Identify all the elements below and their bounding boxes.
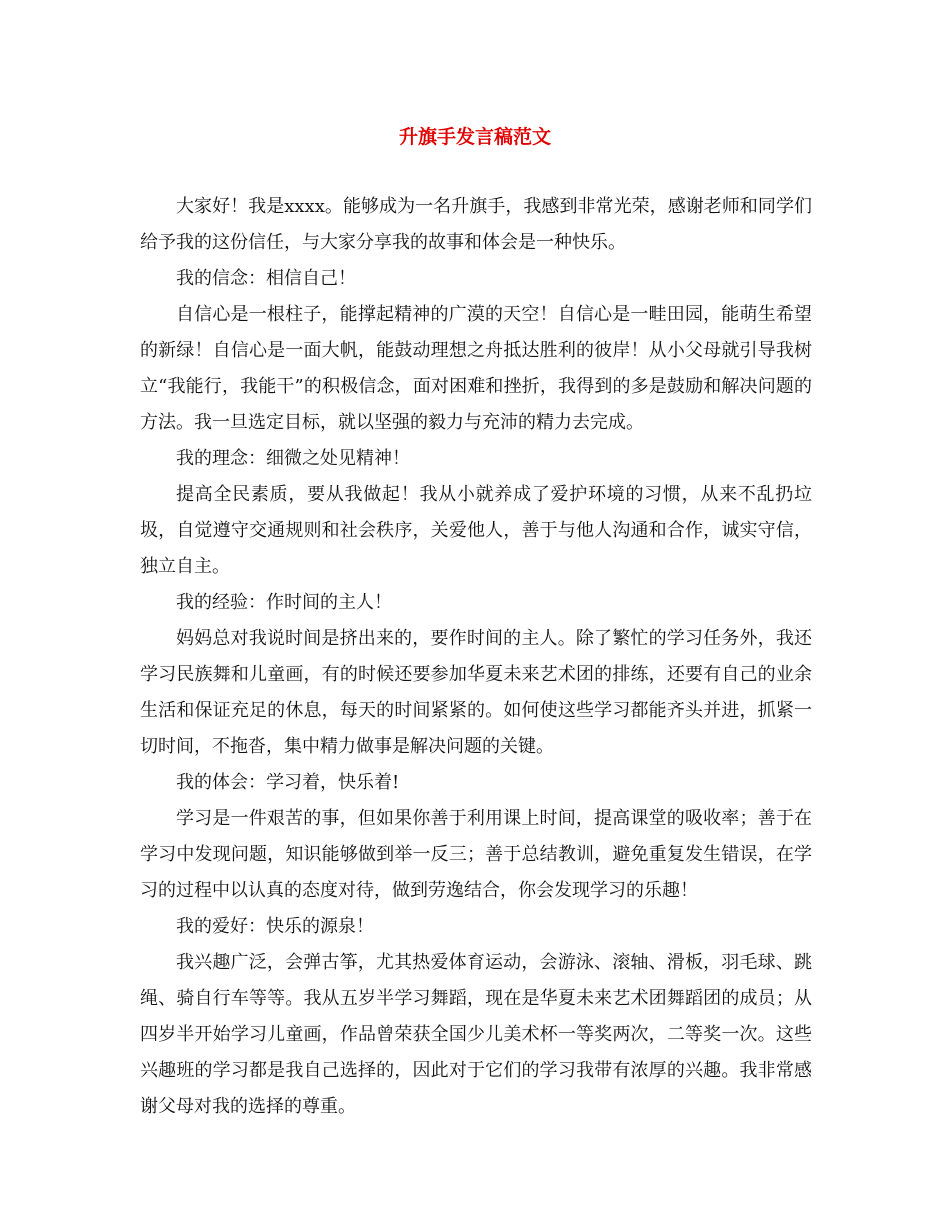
paragraph-experience: 妈妈总对我说时间是挤出来的，要作时间的主人。除了繁忙的学习任务外，我还学习民族舞和儿童画，有的时候还要参加华夏未来艺术团的排练，还要有自己的业余生活和保证充足的休息，每天的时间紧紧的。如何使这些学习都能齐头并进，抓紧一切时间，不拖沓，集中精力做事是解决问题的关键。 xyxy=(140,628,812,757)
heading-belief: 我的信念：相信自己！ xyxy=(176,268,356,289)
heading-insight: 我的体会：学习着，快乐着! xyxy=(176,772,400,793)
paragraph-insight: 学习是一件艰苦的事，但如果你善于利用课上时间，提高课堂的吸收率；善于在学习中发现问题，知识能够做到举一反三；善于总结教训，避免重复发生错误，在学习的过程中以认真的态度对待，做到劳逸结合，你会发现学习的乐趣！ xyxy=(140,808,812,901)
document-title: 升旗手发言稿范文 xyxy=(398,126,551,148)
paragraph-philosophy: 提高全民素质，要从我做起！我从小就养成了爱护环境的习惯，从来不乱扔垃圾，自觉遵守交通规则和社会秩序，关爱他人，善于与他人沟通和合作，诚实守信，独立自主。 xyxy=(140,484,812,577)
heading-philosophy: 我的理念：细微之处见精神！ xyxy=(176,448,410,469)
heading-experience: 我的经验：作时间的主人！ xyxy=(176,592,392,613)
paragraph-hobbies: 我兴趣广泛，会弹古筝，尤其热爱体育运动，会游泳、滚轴、滑板，羽毛球、跳绳、骑自行车等等。我从五岁半学习舞蹈，现在是华夏未来艺术团舞蹈团的成员；从四岁半开始学习儿童画，作品曾荣获全国少儿美术杯一等奖两次，二等奖一次。这些兴趣班的学习都是我自己选择的，因此对于它们的学习我带有浓厚的兴趣。我非常感谢父母对我的选择的尊重。 xyxy=(140,952,812,1117)
heading-hobbies: 我的爱好：快乐的源泉！ xyxy=(176,916,374,937)
document-body xyxy=(140,189,812,1125)
paragraph-greeting: 大家好！我是xxxx。能够成为一名升旗手，我感到非常光荣，感谢老师和同学们给予我的这份信任，与大家分享我的故事和体会是一种快乐。 xyxy=(140,196,812,253)
paragraph-belief: 自信心是一根柱子，能撑起精神的广漠的天空！自信心是一畦田园，能萌生希望的新绿！自信心是一面大帆，能鼓动理想之舟抵达胜利的彼岸！从小父母就引导我树立“我能行，我能干”的积极信念，面对困难和挫折，我得到的多是鼓励和解决问题的方法。我一旦选定目标，就以坚强的毅力与充沛的精力去完成。 xyxy=(140,304,812,433)
